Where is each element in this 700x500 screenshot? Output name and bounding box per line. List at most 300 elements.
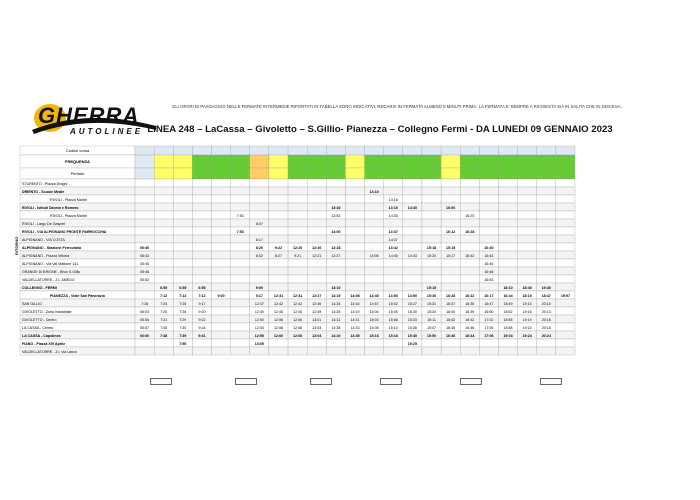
stop-name: ALPIGNANO - Stazione Ferroviaria xyxy=(22,245,82,250)
time-cell xyxy=(537,227,556,235)
time-cell xyxy=(154,235,173,243)
time-value: 16:48 xyxy=(465,325,475,330)
time-cell xyxy=(498,267,517,275)
time-value: 7:25 xyxy=(179,301,187,306)
stop-name: RIVOLI - Istituti Darwin e Romero xyxy=(22,205,79,210)
time-cell xyxy=(288,339,307,347)
time-value: 16:48 xyxy=(484,269,494,274)
header-cell xyxy=(422,168,441,179)
header-cell xyxy=(326,146,345,155)
time-cell xyxy=(250,203,269,211)
time-value: 12:42 xyxy=(293,301,303,306)
stop-name: STURENTO - Piazza Dragni xyxy=(22,181,68,186)
time-cell xyxy=(269,227,288,235)
time-value: 18:58 xyxy=(503,325,513,330)
time-cell xyxy=(498,195,517,203)
time-cell xyxy=(154,187,173,195)
time-value: 12:56 xyxy=(273,317,283,322)
time-cell xyxy=(212,323,231,331)
time-cell xyxy=(231,251,250,259)
time-cell xyxy=(345,195,364,203)
timetable xyxy=(20,146,575,354)
header-cell xyxy=(192,146,211,155)
time-cell xyxy=(173,195,192,203)
time-value: 16:20 xyxy=(465,213,475,218)
time-cell xyxy=(422,235,441,243)
time-cell xyxy=(231,219,250,227)
time-cell xyxy=(231,259,250,267)
stop-name: PIANEZZA - Viale San Pancrazio xyxy=(50,293,105,298)
time-cell xyxy=(441,339,460,347)
time-cell xyxy=(212,275,231,283)
time-value: 7:12 xyxy=(160,293,168,298)
time-cell xyxy=(460,275,479,283)
time-cell xyxy=(365,283,384,291)
time-value: 17:05 xyxy=(484,325,494,330)
time-cell xyxy=(288,235,307,243)
time-value: 16:36 xyxy=(465,301,475,306)
time-value: 14:30 xyxy=(407,205,417,210)
time-value: 14:42 xyxy=(388,245,398,250)
time-cell xyxy=(250,267,269,275)
time-value: 06:00 xyxy=(139,333,150,338)
time-cell xyxy=(154,179,173,187)
time-cell xyxy=(479,235,498,243)
time-value: 15:17 xyxy=(446,253,456,258)
time-cell xyxy=(384,283,403,291)
time-cell xyxy=(479,219,498,227)
time-value: 15:47 xyxy=(427,325,437,330)
time-cell xyxy=(212,307,231,315)
header-cell xyxy=(231,155,250,168)
time-cell xyxy=(192,339,211,347)
time-cell xyxy=(231,187,250,195)
header-cell xyxy=(345,155,364,168)
header-cell xyxy=(384,146,403,155)
header-cell xyxy=(307,155,326,168)
time-cell xyxy=(212,203,231,211)
time-cell xyxy=(307,275,326,283)
time-value: 9:00 xyxy=(217,293,225,298)
time-cell xyxy=(537,275,556,283)
time-cell xyxy=(518,243,537,251)
time-cell xyxy=(384,259,403,267)
time-cell xyxy=(384,275,403,283)
time-cell xyxy=(556,299,575,307)
time-cell xyxy=(192,227,211,235)
time-cell xyxy=(269,283,288,291)
time-value: 14:28 xyxy=(331,309,341,314)
time-cell xyxy=(422,227,441,235)
time-value: 15:36 xyxy=(407,325,417,330)
header-cell xyxy=(135,155,154,168)
time-cell xyxy=(135,219,154,227)
time-value: 14:37 xyxy=(388,229,398,234)
header-cell xyxy=(556,155,575,168)
time-cell xyxy=(345,251,364,259)
time-value: 15:02 xyxy=(388,301,398,306)
header-cell xyxy=(345,146,364,155)
time-cell xyxy=(422,259,441,267)
time-value: 16:28 xyxy=(465,229,475,234)
time-cell xyxy=(403,187,422,195)
time-cell xyxy=(518,219,537,227)
time-value: 8:07 xyxy=(255,221,263,226)
time-cell xyxy=(192,211,211,219)
time-cell xyxy=(441,195,460,203)
time-value: 19:16 xyxy=(522,309,532,314)
time-cell xyxy=(135,347,154,355)
time-cell xyxy=(498,251,517,259)
time-value: 16:00 xyxy=(446,205,456,210)
time-value: 14:16 xyxy=(350,301,360,306)
header-cell xyxy=(173,168,192,179)
time-cell xyxy=(422,179,441,187)
time-cell xyxy=(154,211,173,219)
time-cell xyxy=(537,219,556,227)
time-value: 14:08 xyxy=(369,253,379,258)
time-value: 17:06 xyxy=(484,333,494,338)
time-value: 05:48 xyxy=(140,269,150,274)
time-cell xyxy=(250,179,269,187)
time-cell xyxy=(269,347,288,355)
legend-box xyxy=(380,378,402,385)
time-value: 15:34 xyxy=(427,309,437,314)
time-cell xyxy=(345,259,364,267)
time-cell xyxy=(135,283,154,291)
time-cell xyxy=(231,195,250,203)
time-cell xyxy=(556,187,575,195)
header-cell xyxy=(345,168,364,179)
time-cell xyxy=(326,179,345,187)
time-value: 8:20 xyxy=(255,245,263,250)
header-cell xyxy=(269,155,288,168)
time-cell xyxy=(250,259,269,267)
time-cell xyxy=(498,187,517,195)
time-cell xyxy=(231,315,250,323)
header-cell xyxy=(518,168,537,179)
time-cell xyxy=(537,195,556,203)
time-value: 7:31 xyxy=(160,317,168,322)
time-value: 8:27 xyxy=(274,253,282,258)
time-cell xyxy=(212,243,231,251)
time-value: 16:47 xyxy=(484,301,494,306)
time-cell xyxy=(384,187,403,195)
time-cell xyxy=(403,235,422,243)
time-value: 14:31 xyxy=(331,317,341,322)
header-label: FREQUENZA xyxy=(65,159,90,164)
time-cell xyxy=(384,267,403,275)
time-cell xyxy=(135,291,154,299)
header-label: Periodo xyxy=(70,171,85,176)
time-cell xyxy=(173,251,192,259)
time-cell xyxy=(135,235,154,243)
time-value: 15:15 xyxy=(446,245,456,250)
time-cell xyxy=(498,227,517,235)
stop-name: GIVOLETTO - Zona Industriale xyxy=(22,309,72,314)
header-cell xyxy=(288,168,307,179)
time-cell xyxy=(154,203,173,211)
time-value: 7:20 xyxy=(160,309,168,314)
time-value: 16:45 xyxy=(446,325,456,330)
time-cell xyxy=(269,267,288,275)
header-cell xyxy=(422,146,441,155)
time-value: 15:27 xyxy=(407,301,417,306)
time-value: 15:31 xyxy=(427,301,437,306)
time-cell xyxy=(231,323,250,331)
time-cell xyxy=(460,203,479,211)
time-cell xyxy=(212,235,231,243)
time-cell xyxy=(269,275,288,283)
header-cell xyxy=(441,146,460,155)
header-cell xyxy=(212,168,231,179)
header-cell xyxy=(498,168,517,179)
time-cell xyxy=(537,187,556,195)
time-cell xyxy=(345,243,364,251)
time-value: 12:60 xyxy=(273,333,284,338)
time-value: 14:25 xyxy=(331,301,341,306)
time-cell xyxy=(307,219,326,227)
time-value: 12:55 xyxy=(254,333,264,338)
header-cell xyxy=(250,146,269,155)
header-cell xyxy=(135,168,154,179)
time-cell xyxy=(345,203,364,211)
time-value: 14:10 xyxy=(388,205,398,210)
time-cell xyxy=(556,339,575,347)
time-value: 14:33 xyxy=(350,325,360,330)
time-value: 12:26 xyxy=(312,245,322,250)
stop-name: ALPIGNANO - Via Val Mattone 141 xyxy=(22,261,79,266)
header-cell xyxy=(441,168,460,179)
header-cell xyxy=(537,146,556,155)
time-value: 12:27 xyxy=(331,253,341,258)
time-cell xyxy=(518,227,537,235)
time-cell xyxy=(231,283,250,291)
time-cell xyxy=(422,267,441,275)
time-value: 15:40 xyxy=(426,293,437,298)
time-cell xyxy=(192,179,211,187)
time-cell xyxy=(192,235,211,243)
header-cell xyxy=(498,146,517,155)
time-cell xyxy=(460,347,479,355)
time-cell xyxy=(556,195,575,203)
time-cell xyxy=(326,275,345,283)
time-value: 16:37 xyxy=(446,301,456,306)
time-cell xyxy=(269,259,288,267)
page-title: LINEA 248 – LaCassa – Givoletto – S.Gillio- Pianezza – Collegno Fermi - DA LUNEDI 09 GENNAIO 2023 xyxy=(147,124,613,135)
time-cell xyxy=(460,195,479,203)
time-cell xyxy=(403,227,422,235)
time-cell xyxy=(460,339,479,347)
stop-name: GIVOLETTO - Centro xyxy=(22,317,57,322)
time-cell xyxy=(403,275,422,283)
time-cell xyxy=(441,267,460,275)
time-value: 19:57 xyxy=(560,293,571,298)
time-cell xyxy=(231,331,250,339)
time-cell xyxy=(288,195,307,203)
time-value: 19:24 xyxy=(522,333,532,338)
time-cell xyxy=(154,195,173,203)
time-value: 06:03 xyxy=(140,309,150,314)
time-cell xyxy=(384,347,403,355)
time-cell xyxy=(518,251,537,259)
time-value: 05:53 xyxy=(140,277,150,282)
brand-subtitle: AUTOLINEE xyxy=(70,127,144,136)
time-cell xyxy=(498,211,517,219)
header-label: Codice corsa xyxy=(65,148,90,153)
time-cell xyxy=(556,283,575,291)
time-value: 6:55 xyxy=(179,285,187,290)
time-cell xyxy=(307,259,326,267)
time-cell xyxy=(154,347,173,355)
header-cell xyxy=(250,168,269,179)
time-cell xyxy=(479,211,498,219)
time-cell xyxy=(518,203,537,211)
header-cell xyxy=(326,168,345,179)
time-cell xyxy=(365,179,384,187)
time-value: 20:13 xyxy=(541,309,551,314)
header-cell xyxy=(154,155,173,168)
header-cell xyxy=(250,155,269,168)
time-cell xyxy=(518,267,537,275)
time-value: 14:50 xyxy=(388,293,398,298)
time-cell xyxy=(441,219,460,227)
time-value: 14:20 xyxy=(331,333,341,338)
time-cell xyxy=(192,203,211,211)
time-value: 20:24 xyxy=(541,333,551,338)
time-value: 16:12 xyxy=(446,229,456,234)
time-value: 15:08 xyxy=(388,317,398,322)
time-cell xyxy=(498,219,517,227)
time-cell xyxy=(556,219,575,227)
time-cell xyxy=(518,275,537,283)
time-cell xyxy=(422,187,441,195)
time-cell xyxy=(231,307,250,315)
time-cell xyxy=(307,187,326,195)
time-cell xyxy=(345,283,364,291)
time-cell xyxy=(212,219,231,227)
time-cell xyxy=(135,195,154,203)
time-cell xyxy=(269,211,288,219)
time-cell xyxy=(212,187,231,195)
time-value: 16:42 xyxy=(465,317,475,322)
time-value: 6:55 xyxy=(160,285,168,290)
header-cell xyxy=(307,146,326,155)
time-cell xyxy=(384,339,403,347)
time-cell xyxy=(192,243,211,251)
time-cell xyxy=(556,347,575,355)
time-cell xyxy=(365,243,384,251)
header-cell xyxy=(518,146,537,155)
time-value: 9:21 xyxy=(294,253,302,258)
time-cell xyxy=(403,195,422,203)
time-cell xyxy=(460,187,479,195)
time-value: 15:16 xyxy=(388,333,398,338)
time-cell xyxy=(479,179,498,187)
time-value: 12:28 xyxy=(331,245,341,250)
time-cell xyxy=(154,227,173,235)
time-value: 12:45 xyxy=(273,309,283,314)
time-cell xyxy=(288,187,307,195)
time-cell xyxy=(537,235,556,243)
time-value: 9:22 xyxy=(198,317,206,322)
header-cell xyxy=(403,146,422,155)
time-cell xyxy=(556,227,575,235)
time-cell xyxy=(345,275,364,283)
header-cell xyxy=(231,146,250,155)
time-cell xyxy=(135,203,154,211)
time-value: 7:39 xyxy=(179,333,187,338)
time-value: 14:10 xyxy=(369,189,379,194)
header-cell xyxy=(173,155,192,168)
time-cell xyxy=(192,251,211,259)
time-cell xyxy=(288,267,307,275)
time-cell xyxy=(365,339,384,347)
time-cell xyxy=(460,235,479,243)
time-cell xyxy=(212,195,231,203)
time-value: 14:08 xyxy=(350,293,360,298)
stop-name: COLLEGNO - FERMI xyxy=(22,285,57,290)
time-cell xyxy=(192,275,211,283)
time-cell xyxy=(479,187,498,195)
legend-box xyxy=(540,378,562,385)
stop-name: VALDELLATORRE - Z.I. via Lanzo xyxy=(22,349,77,354)
time-cell xyxy=(307,347,326,355)
time-value: 18:10 xyxy=(503,285,513,290)
time-value: 12:50 xyxy=(254,317,264,322)
time-cell xyxy=(479,347,498,355)
time-cell xyxy=(498,339,517,347)
time-cell xyxy=(441,235,460,243)
time-value: 18:10 xyxy=(522,293,532,298)
stop-name: LA CASSA - Capolinea xyxy=(22,333,61,338)
time-cell xyxy=(250,195,269,203)
time-value: 16:46 xyxy=(446,333,456,338)
time-value: 16:17 xyxy=(484,293,494,298)
time-value: 16:53 xyxy=(484,277,494,282)
time-value: 12:42 xyxy=(273,301,283,306)
time-cell xyxy=(441,211,460,219)
time-cell xyxy=(307,203,326,211)
time-cell xyxy=(212,251,231,259)
time-cell xyxy=(212,211,231,219)
time-cell xyxy=(288,275,307,283)
header-cell xyxy=(288,155,307,168)
time-value: 12:56 xyxy=(293,317,303,322)
time-value: 19:19 xyxy=(522,317,532,322)
time-cell xyxy=(460,179,479,187)
time-cell xyxy=(422,347,441,355)
time-value: 7:30 xyxy=(179,325,187,330)
time-cell xyxy=(173,211,192,219)
time-cell xyxy=(288,283,307,291)
time-cell xyxy=(269,187,288,195)
time-cell xyxy=(556,211,575,219)
time-value: 19:13 xyxy=(522,301,532,306)
time-value: 06:43 xyxy=(140,253,150,258)
time-cell xyxy=(403,211,422,219)
time-value: 15:18 xyxy=(426,245,437,250)
time-value: 14:19 xyxy=(331,293,341,298)
time-value: 15:15 xyxy=(426,285,437,290)
header-cell xyxy=(422,155,441,168)
header-cell xyxy=(403,155,422,168)
time-value: 17:02 xyxy=(484,317,494,322)
time-value: 14:43 xyxy=(407,253,417,258)
time-value: 13:04 xyxy=(312,333,322,338)
time-cell xyxy=(345,339,364,347)
legend-box xyxy=(310,378,332,385)
